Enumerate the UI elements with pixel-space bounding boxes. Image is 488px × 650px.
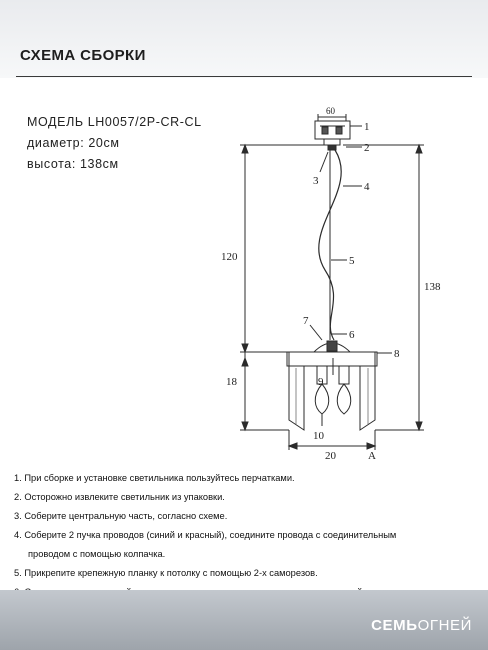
ceiling-cup: [315, 121, 350, 150]
brand-bold: СЕМЬ: [371, 617, 418, 634]
page-title: СХЕМА СБОРКИ: [20, 47, 146, 64]
brand-light: ОГНЕЙ: [417, 617, 472, 634]
step-3: 3. Соберите центральную часть, согласно схеме.: [14, 511, 228, 521]
callout-6: 6: [349, 329, 355, 341]
callout-8: 8: [394, 348, 400, 360]
callout-2: 2: [364, 142, 370, 154]
dim-left: [221, 145, 314, 430]
callout-1: 1: [364, 121, 370, 133]
step-4: 4. Соберите 2 пучка проводов (синий и красный), соедините провода с соединительным: [14, 530, 397, 540]
brand-logo: [371, 617, 472, 634]
dim-right: [375, 145, 441, 430]
height-label: высота: 138см: [27, 157, 119, 171]
dim-top-60: [318, 106, 346, 121]
lamp-body: [287, 341, 377, 430]
dim-138-text: 138: [424, 281, 441, 293]
diameter-label: диаметр: 20см: [27, 136, 120, 150]
step-2: 2. Осторожно извлеките светильник из упаковки.: [14, 492, 225, 502]
dim-120-text: 120: [221, 251, 238, 263]
dim-bottom: [289, 430, 376, 462]
footer-band: [0, 590, 488, 650]
callout-10: 10: [313, 430, 324, 442]
model-label: МОДЕЛЬ LH0057/2P-CR-CL: [27, 115, 202, 129]
callout-7: 7: [303, 315, 309, 327]
callout-4: 4: [364, 181, 370, 193]
callout-5: 5: [349, 255, 355, 267]
view-a-label: A: [368, 450, 376, 462]
dim-top-text: 60: [326, 106, 335, 116]
callout-3: 3: [313, 175, 319, 187]
dim-18-text: 18: [226, 376, 237, 388]
step-1: 1. При сборке и установке светильника пользуйтесь перчатками.: [14, 473, 295, 483]
callout-9: 9: [318, 376, 324, 388]
step-5: 5. Прикрепите крепежную планку к потолку с помощью 2-х саморезов.: [14, 568, 318, 578]
suspension-cable: [319, 150, 341, 340]
step-4-continued: проводом с помощью колпачка.: [28, 549, 166, 559]
assembly-steps: [14, 469, 480, 602]
dim-20-text: 20: [325, 450, 336, 462]
